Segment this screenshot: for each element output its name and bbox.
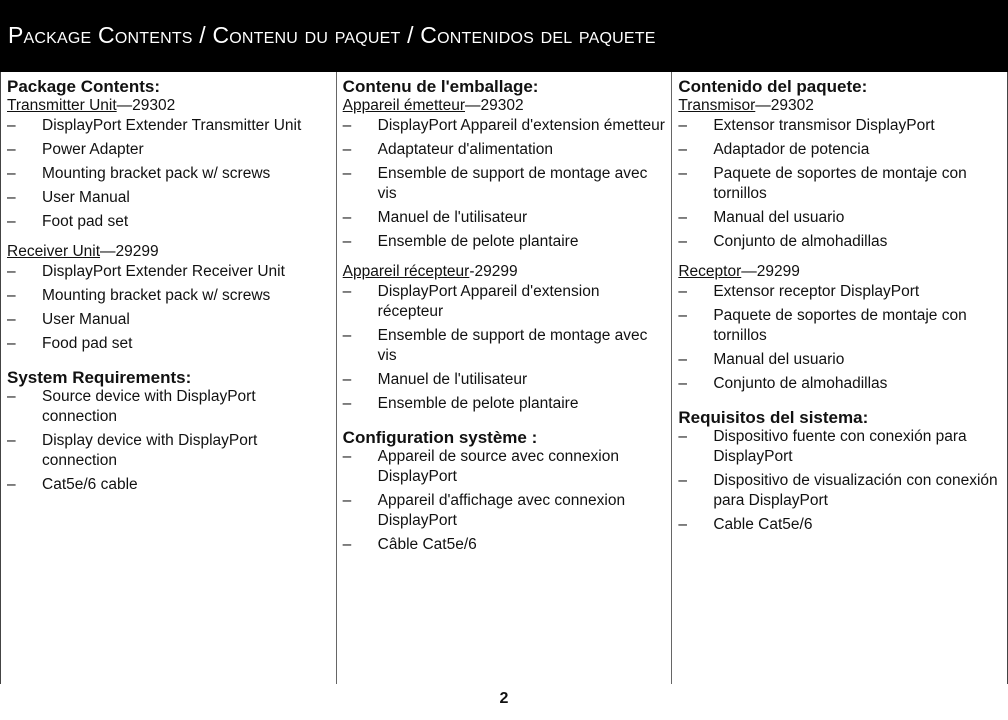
list-item: – Food pad set xyxy=(7,335,133,352)
system-requirements-heading: System Requirements: xyxy=(7,368,192,387)
columns-container xyxy=(0,72,1008,684)
list-item: – Mounting bracket pack w/ screws xyxy=(7,287,271,304)
list-item: – Cat5e/6 cable xyxy=(7,476,138,493)
list-item: – Manuel de l'utilisateur xyxy=(342,209,528,226)
page-header xyxy=(0,0,1008,72)
transmitter-items-list xyxy=(7,116,332,232)
list-item: – Câble Cat5e/6 xyxy=(342,536,477,553)
transmitter-items-list xyxy=(343,116,668,252)
list-item: – Adaptador de potencia xyxy=(678,141,870,158)
list-item: – Source device with DisplayPort connection xyxy=(7,388,256,425)
list-item: – Ensemble de pelote plantaire xyxy=(342,395,579,412)
column-spanish xyxy=(671,72,1007,684)
list-item: – Cable Cat5e/6 xyxy=(678,516,813,533)
list-item: – Conjunto de almohadillas xyxy=(678,375,888,392)
list-item: – DisplayPort Extender Transmitter Unit xyxy=(7,117,302,134)
transmitter-items-list xyxy=(678,116,1003,252)
list-item: – Paquete de soportes de montaje con tornillos xyxy=(678,307,967,344)
receiver-unit-label: Appareil récepteur-29299 xyxy=(342,263,518,280)
transmitter-unit-label: Appareil émetteur—29302 xyxy=(342,97,524,114)
list-item: – DisplayPort Appareil d'extension récepteur xyxy=(342,283,600,320)
list-item: – User Manual xyxy=(7,311,130,328)
package-contents-heading: Package Contents: xyxy=(7,77,161,96)
list-item: – Manual del usuario xyxy=(678,209,845,226)
requirements-list xyxy=(7,387,332,495)
package-contents-heading: Contenu de l'emballage: xyxy=(342,77,539,96)
list-item: – Dispositivo fuente con conexión para DisplayPort xyxy=(678,428,967,465)
requirements-list xyxy=(678,427,1003,535)
column-english xyxy=(1,72,336,684)
column-french xyxy=(336,72,672,684)
list-item: – Power Adapter xyxy=(7,141,144,158)
list-item: – User Manual xyxy=(7,189,130,206)
list-item: – Paquete de soportes de montaje con tornillos xyxy=(678,165,967,202)
list-item: – Foot pad set xyxy=(7,213,129,230)
page-number: 2 xyxy=(499,690,509,707)
list-item: – Extensor receptor DisplayPort xyxy=(678,283,920,300)
receiver-unit-label: Receptor—29299 xyxy=(678,263,800,280)
receiver-items-list xyxy=(7,262,332,354)
transmitter-unit-label: Transmisor—29302 xyxy=(678,97,814,114)
transmitter-unit-label: Transmitter Unit—29302 xyxy=(7,97,176,114)
list-item: – Appareil d'affichage avec connexion DisplayPort xyxy=(342,492,626,529)
system-requirements-heading: Requisitos del sistema: xyxy=(678,408,869,427)
page-title: Package Contents / Contenu du paquet / Contenidos del paquete xyxy=(8,22,656,48)
list-item: – Ensemble de support de montage avec vis xyxy=(342,327,648,364)
list-item: – Dispositivo de visualización con conexión para DisplayPort xyxy=(678,472,998,509)
receiver-items-list xyxy=(678,282,1003,394)
list-item: – Manual del usuario xyxy=(678,351,845,368)
list-item: – DisplayPort Appareil d'extension émetteur xyxy=(342,117,665,134)
list-item: – DisplayPort Extender Receiver Unit xyxy=(7,263,285,280)
package-contents-heading: Contenido del paquete: xyxy=(678,77,868,96)
list-item: – Display device with DisplayPort connection xyxy=(7,432,258,469)
list-item: – Appareil de source avec connexion DisplayPort xyxy=(342,448,619,485)
list-item: – Ensemble de pelote plantaire xyxy=(342,233,579,250)
list-item: – Manuel de l'utilisateur xyxy=(342,371,528,388)
receiver-unit-label: Receiver Unit—29299 xyxy=(7,243,159,260)
list-item: – Conjunto de almohadillas xyxy=(678,233,888,250)
list-item: – Extensor transmisor DisplayPort xyxy=(678,117,935,134)
list-item: – Mounting bracket pack w/ screws xyxy=(7,165,271,182)
system-requirements-heading: Configuration système : xyxy=(342,428,538,447)
receiver-items-list xyxy=(343,282,668,414)
list-item: – Adaptateur d'alimentation xyxy=(342,141,553,158)
requirements-list xyxy=(343,447,668,555)
list-item: – Ensemble de support de montage avec vis xyxy=(342,165,648,202)
